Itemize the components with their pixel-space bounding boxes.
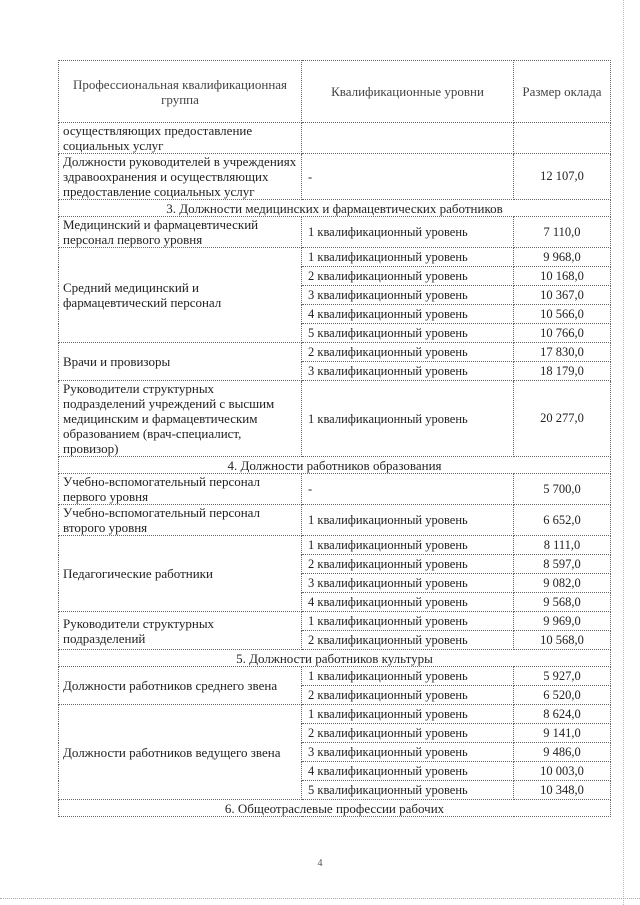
section-title: 4. Должности работников образования bbox=[59, 457, 611, 474]
salary-value: 9 969,0 bbox=[514, 612, 611, 631]
group-name: Руководители структурных подразделений учреждений с высшим медицинским и фармацевтическим образованием (врач-специалист, провизор) bbox=[59, 381, 302, 457]
table-row bbox=[59, 667, 611, 686]
salary-value: 9 082,0 bbox=[514, 574, 611, 593]
salary-value: 18 179,0 bbox=[514, 362, 611, 381]
table-row bbox=[59, 505, 611, 536]
qualification-level: 1 квалификационный уровень bbox=[302, 667, 514, 686]
group-name: Должности работников среднего звена bbox=[59, 667, 302, 705]
qualification-level: 3 квалификационный уровень bbox=[302, 362, 514, 381]
qualification-level: 2 квалификационный уровень bbox=[302, 555, 514, 574]
salary-value: 8 111,0 bbox=[514, 536, 611, 555]
salary-value: 5 927,0 bbox=[514, 667, 611, 686]
qualification-level: 4 квалификационный уровень bbox=[302, 762, 514, 781]
salary-value: 10 566,0 bbox=[514, 305, 611, 324]
qualification-level: 3 квалификационный уровень bbox=[302, 286, 514, 305]
table-body bbox=[59, 123, 611, 817]
section-title: 5. Должности работников культуры bbox=[59, 650, 611, 667]
qualification-level: 1 квалификационный уровень bbox=[302, 612, 514, 631]
salary-value: 9 486,0 bbox=[514, 743, 611, 762]
qualification-level: 1 квалификационный уровень bbox=[302, 217, 514, 248]
salary-value: 10 003,0 bbox=[514, 762, 611, 781]
table-row bbox=[59, 343, 611, 362]
section-row bbox=[59, 800, 611, 817]
group-name: Средний медицинский и фармацевтический персонал bbox=[59, 248, 302, 343]
salary-table bbox=[58, 60, 611, 817]
group-name: Должности руководителей в учреждениях здравоохранения и осуществляющих предоставление социальных услуг bbox=[59, 154, 302, 200]
table-row bbox=[59, 217, 611, 248]
section-row bbox=[59, 457, 611, 474]
qualification-level: 3 квалификационный уровень bbox=[302, 743, 514, 762]
qualification-level: - bbox=[302, 154, 514, 200]
table-row bbox=[59, 536, 611, 555]
table-row bbox=[59, 612, 611, 631]
group-name: Учебно-вспомогательный персонал первого уровня bbox=[59, 474, 302, 505]
qualification-level: 3 квалификационный уровень bbox=[302, 574, 514, 593]
salary-value: 9 141,0 bbox=[514, 724, 611, 743]
qualification-level: 1 квалификационный уровень bbox=[302, 505, 514, 536]
qualification-level bbox=[302, 123, 514, 154]
qualification-level: 5 квалификационный уровень bbox=[302, 324, 514, 343]
salary-value bbox=[514, 123, 611, 154]
qualification-level: 4 квалификационный уровень bbox=[302, 593, 514, 612]
qualification-level: 5 квалификационный уровень bbox=[302, 781, 514, 800]
salary-value: 6 520,0 bbox=[514, 686, 611, 705]
qualification-level: - bbox=[302, 474, 514, 505]
salary-value: 10 766,0 bbox=[514, 324, 611, 343]
salary-value: 17 830,0 bbox=[514, 343, 611, 362]
qualification-level: 2 квалификационный уровень bbox=[302, 724, 514, 743]
group-name: осуществляющих предоставление социальных услуг bbox=[59, 123, 302, 154]
salary-value: 9 968,0 bbox=[514, 248, 611, 267]
bottom-edge-line bbox=[0, 898, 640, 899]
table-row bbox=[59, 123, 611, 154]
qualification-level: 1 квалификационный уровень bbox=[302, 536, 514, 555]
qualification-level: 2 квалификационный уровень bbox=[302, 686, 514, 705]
salary-value: 9 568,0 bbox=[514, 593, 611, 612]
table-row bbox=[59, 474, 611, 505]
salary-value: 8 624,0 bbox=[514, 705, 611, 724]
section-title: 6. Общеотраслевые профессии рабочих bbox=[59, 800, 611, 817]
table-header-row bbox=[59, 61, 611, 123]
salary-value: 7 110,0 bbox=[514, 217, 611, 248]
section-row bbox=[59, 650, 611, 667]
salary-value: 10 367,0 bbox=[514, 286, 611, 305]
salary-value: 10 568,0 bbox=[514, 631, 611, 650]
salary-value: 10 168,0 bbox=[514, 267, 611, 286]
group-name: Медицинский и фармацевтический персонал первого уровня bbox=[59, 217, 302, 248]
qualification-level: 2 квалификационный уровень bbox=[302, 343, 514, 362]
table-row bbox=[59, 248, 611, 267]
qualification-level: 2 квалификационный уровень bbox=[302, 631, 514, 650]
group-name: Врачи и провизоры bbox=[59, 343, 302, 381]
salary-value: 20 277,0 bbox=[514, 381, 611, 457]
group-name: Руководители структурных подразделений bbox=[59, 612, 302, 650]
page-edge-line bbox=[623, 0, 624, 905]
qualification-level: 4 квалификационный уровень bbox=[302, 305, 514, 324]
salary-value: 10 348,0 bbox=[514, 781, 611, 800]
group-name: Должности работников ведущего звена bbox=[59, 705, 302, 800]
salary-value: 6 652,0 bbox=[514, 505, 611, 536]
qualification-level: 1 квалификационный уровень bbox=[302, 705, 514, 724]
table-row bbox=[59, 705, 611, 724]
header-group: Профессиональная квалификационная группа bbox=[59, 61, 302, 123]
salary-value: 5 700,0 bbox=[514, 474, 611, 505]
section-row bbox=[59, 200, 611, 217]
header-salary: Размер оклада bbox=[514, 61, 611, 123]
table-row bbox=[59, 154, 611, 200]
salary-value: 12 107,0 bbox=[514, 154, 611, 200]
section-title: 3. Должности медицинских и фармацевтических работников bbox=[59, 200, 611, 217]
qualification-level: 1 квалификационный уровень bbox=[302, 381, 514, 457]
salary-value: 8 597,0 bbox=[514, 555, 611, 574]
group-name: Педагогические работники bbox=[59, 536, 302, 612]
page-number: 4 bbox=[317, 858, 323, 869]
header-levels: Квалификационные уровни bbox=[302, 61, 514, 123]
group-name: Учебно-вспомогательный персонал второго уровня bbox=[59, 505, 302, 536]
qualification-level: 1 квалификационный уровень bbox=[302, 248, 514, 267]
qualification-level: 2 квалификационный уровень bbox=[302, 267, 514, 286]
table-row bbox=[59, 381, 611, 457]
